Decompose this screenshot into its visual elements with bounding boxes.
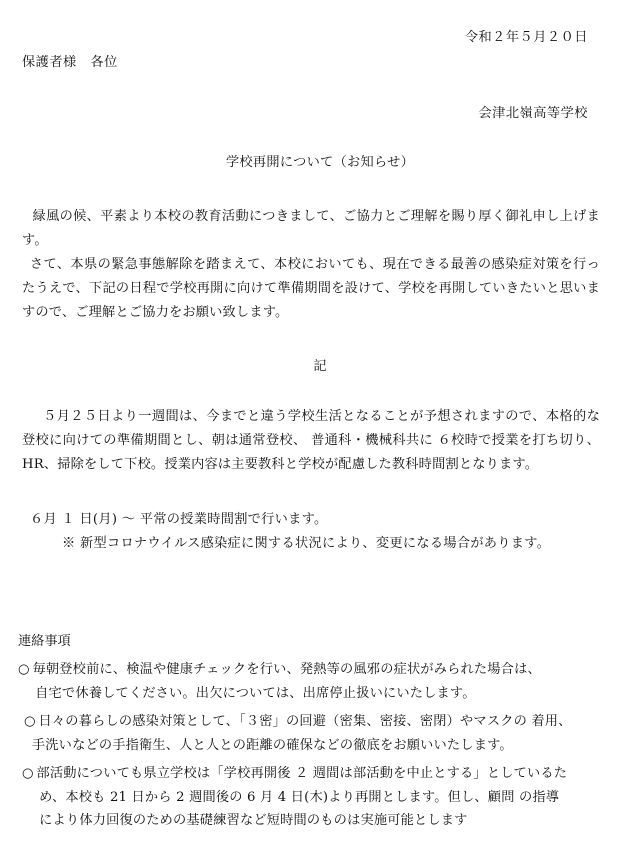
document-date: 令和２年５月２０日 [464, 30, 588, 45]
schedule-note: ※ 新型コロナウイルス感染症に関する状況により、変更になる場合があります。 [62, 536, 551, 551]
document-sender: 会津北嶺高等学校 [478, 106, 588, 121]
notice-line: 日々の暮らしの感染対策として、「３密」の回避（密集、密接、密閉）やマスクの 着用、 [38, 714, 572, 729]
notice-item [18, 658, 604, 705]
circle-bullet: ○ [18, 662, 30, 677]
circle-bullet: ○ [24, 714, 36, 729]
notice-item [22, 762, 604, 833]
notices-heading: 連絡事項 [18, 634, 71, 649]
notice-line: 手洗いなどの手指衛生、人と人との距離の確保などの徹底をお願いいたします。 [31, 737, 513, 753]
document-title: 学校再開について（お知らせ） [225, 155, 415, 170]
ki-marker: 記 [313, 359, 327, 374]
notice-line: 部活動についても県立学校は「学校再開後 ２ 週間は部活動を中止とする」としているた [36, 766, 568, 781]
notice-item [24, 710, 604, 757]
intro-body: さて、本県の緊急事態解除を踏まえて、本校においても、現在できる最善の感染症対策を行ったうえで、下記の日程で学校再開に向けて準備期間を設けて、学校を再開していきたいと思いますので、ご理解とご協力をお願い致します。 [22, 257, 600, 320]
circle-bullet: ○ [22, 766, 34, 781]
notice-line: 毎朝登校前に、検温や健康チェックを行い、発熱等の風邪の症状がみられた場合は、 [32, 662, 541, 677]
schedule-line: ６月 １ 日(月) ～ 平常の授業時間割で行います。 [30, 512, 328, 527]
notice-line: により体力回復のための基礎練習など短時間のものは実施可能とします [39, 813, 468, 828]
notice-line: 自宅で休養してください。出欠については、出席停止扱いにいたします。 [35, 685, 476, 701]
intro-greeting: 緑風の候、平素より本校の教育活動につきまして、ご協力とご理解を賜り厚く御礼申し上げます。 [22, 209, 600, 248]
notice-line: め、本校も 21 日から 2 週間後の 6 月 4 日(木)より再開とします。但し、顧問 の指導 [39, 789, 560, 805]
main-text: ５月２５日より一週間は、今までと違う学校生活となることが予想されますので、本格的な登校に向けての準備期間とし、朝は通常登校、 普通科・機械科共に ６校時で授業を打ち切り、HR、掃除をして下校。授業内容は主要教科と学校が配慮した教科時間割となります。 [22, 409, 600, 472]
document-recipient: 保護者様 各位 [22, 55, 118, 70]
